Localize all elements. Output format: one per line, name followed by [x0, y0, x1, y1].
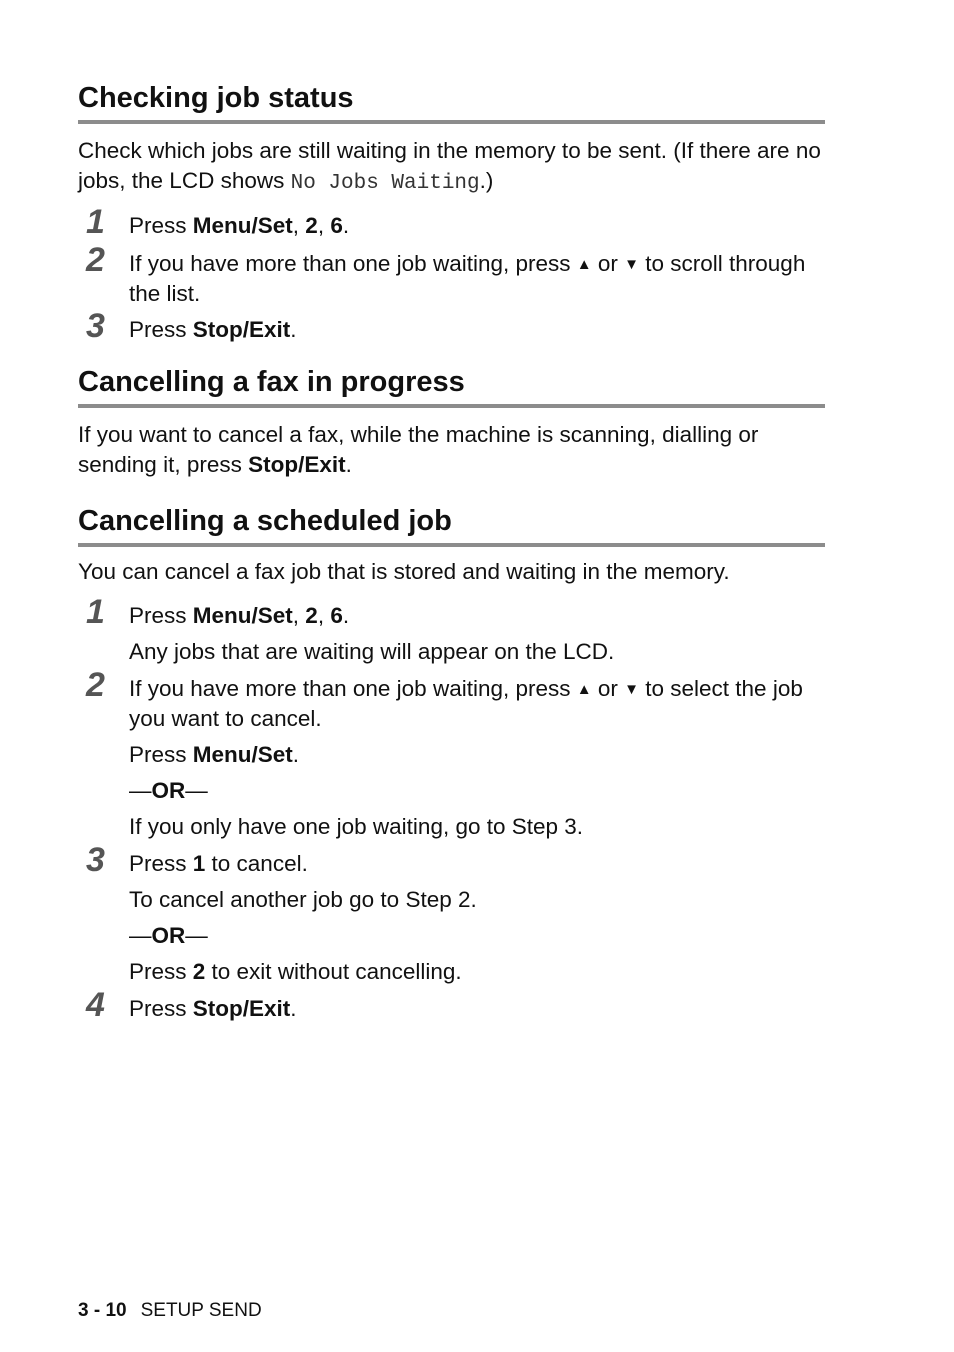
step-3-alt: Press 2 to exit without cancelling.	[129, 959, 462, 984]
scheduled-intro: You can cancel a fax job that is stored and waiting in the memory.	[78, 559, 730, 584]
section-cancelling-scheduled-job	[78, 503, 825, 1023]
step-2: 2 If you have more than one job waiting, press ▲ or ▼ to select the job you want to cancel.	[86, 666, 803, 731]
cancel-fax-paragraph: If you want to cancel a fax, while the machine is scanning, dialling or sending it, press Stop/Exit.	[78, 422, 759, 477]
section-checking-job-status	[78, 80, 825, 344]
step-number: 2	[86, 666, 105, 704]
step-number: 2	[86, 241, 105, 279]
step-number: 4	[86, 986, 105, 1024]
step-number: 1	[86, 203, 105, 241]
step-2-alt: If you only have one job waiting, go to Step 3.	[129, 814, 584, 839]
step-1: 1 Press Menu/Set, 2, 6.	[86, 203, 350, 241]
or-separator: —OR—	[129, 923, 208, 948]
step-2: 2 If you have more than one job waiting, press ▲ or ▼ to scroll through the list.	[86, 241, 806, 306]
step-1: 1 Press Menu/Set, 2, 6.	[86, 593, 350, 631]
up-arrow-icon: ▲	[576, 256, 592, 273]
intro-paragraph: Check which jobs are still waiting in the memory to be sent. (If there are no jobs, the LCD shows No Jobs Waiting.)	[78, 138, 821, 195]
step-1-note: Any jobs that are waiting will appear on the LCD.	[129, 639, 615, 664]
chapter-title: SETUP SEND	[140, 1300, 262, 1321]
page-number: 3 - 10	[78, 1300, 127, 1321]
heading-cancelling-fax: Cancelling a fax in progress	[78, 364, 825, 408]
heading-cancelling-scheduled-job: Cancelling a scheduled job	[78, 503, 825, 547]
step-4: 4 Press Stop/Exit.	[86, 986, 297, 1024]
or-separator: —OR—	[129, 778, 208, 803]
lcd-message: No Jobs Waiting	[290, 172, 480, 195]
step-3: 3 Press Stop/Exit.	[86, 307, 297, 345]
page-footer	[78, 1300, 262, 1322]
step-number: 1	[86, 593, 105, 631]
step-2-press-menu: Press Menu/Set.	[129, 742, 300, 767]
step-3-note: To cancel another job go to Step 2.	[129, 887, 477, 912]
down-arrow-icon: ▼	[624, 256, 639, 273]
step-number: 3	[86, 307, 105, 345]
up-arrow-icon: ▲	[576, 681, 592, 698]
section-cancelling-fax	[78, 364, 825, 480]
step-3: 3 Press 1 to cancel.	[86, 841, 308, 879]
heading-checking-job-status: Checking job status	[78, 80, 825, 124]
step-number: 3	[86, 841, 105, 879]
down-arrow-icon: ▼	[624, 681, 639, 698]
